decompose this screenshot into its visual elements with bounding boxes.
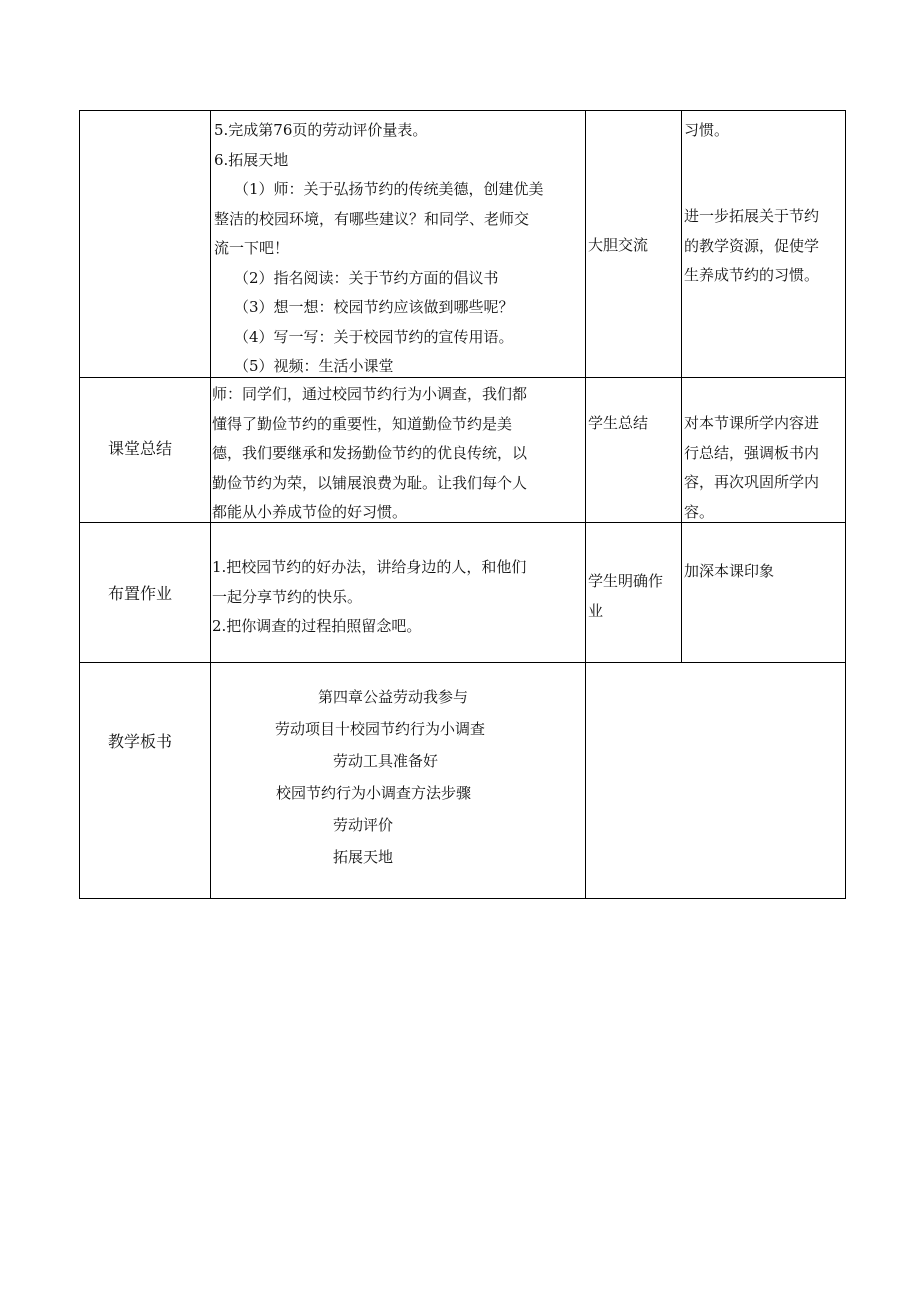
content-line: 2.把你调查的过程拍照留念吧。: [212, 617, 422, 635]
intent-line: 容。: [684, 502, 715, 521]
row3-intent: 加深本课印象: [684, 562, 775, 580]
table-border-top: [79, 110, 846, 111]
table-border-bottom: [79, 898, 846, 899]
activity-line: 业: [588, 601, 604, 620]
content-line: （2）指名阅读：关于节约方面的倡议书: [234, 268, 499, 287]
row1-content: [214, 116, 544, 382]
intent-line: 对本节课所学内容进: [684, 414, 820, 432]
content-line: 懂得了勤俭节约的重要性，知道勤俭节约是美: [212, 414, 513, 433]
row2-student-activity: 学生总结: [588, 414, 649, 432]
intent-line: 生养成节约的习惯。: [684, 266, 820, 284]
content-line: （5）视频：生活小课堂: [234, 357, 394, 375]
content-line: 一起分享节约的快乐。: [212, 587, 363, 606]
content-line: 1.把校园节约的好办法，讲给身边的人，和他们: [212, 558, 527, 576]
row2-intent: [684, 409, 819, 527]
intent-line: 的教学资源，促使学: [684, 236, 820, 255]
content-line: （4）写一写：关于校园节约的宣传用语。: [234, 327, 514, 346]
content-line: （3）想一想：校园节约应该做到哪些呢？: [234, 298, 514, 316]
table-border-left: [79, 110, 80, 899]
row3-content: [212, 553, 526, 642]
content-line: 勤俭节约为荣，以铺展浪费为耻。让我们每个人: [212, 473, 528, 492]
content-line: 6.拓展天地: [214, 150, 289, 169]
row3-student-activity: [588, 567, 663, 626]
board-line: 劳动评价: [333, 816, 394, 834]
intent-line: 容，再次巩固所学内: [684, 473, 820, 491]
table-border-right: [845, 110, 846, 899]
col-divider-2: [585, 110, 586, 899]
content-line: 师：同学们，通过校园节约行为小调查，我们都: [212, 385, 528, 403]
board-line: 劳动工具准备好: [333, 752, 439, 770]
row-divider-3: [79, 662, 846, 663]
board-line: 劳动项目十校园节约行为小调查: [275, 720, 486, 738]
row3-label: 布置作业: [108, 584, 173, 603]
board-line: 拓展天地: [333, 848, 394, 866]
content-line: 整洁的校园环境，有哪些建议？和同学、老师交: [214, 209, 530, 228]
col-divider-1: [210, 110, 211, 899]
content-line: 都能从小养成节俭的好习惯。: [212, 503, 408, 521]
row1-intent-top: 习惯。: [684, 121, 730, 139]
content-line: （1）师：关于弘扬节约的传统美德，创建优美: [234, 180, 544, 198]
intent-line: 进一步拓展关于节约: [684, 207, 820, 225]
col-divider-3: [681, 110, 682, 663]
row2-content: [212, 380, 527, 528]
content-line: 5.完成第76页的劳动评价量表。: [214, 121, 428, 139]
activity-line: 学生明确作: [588, 572, 664, 590]
board-line: 第四章公益劳动我参与: [318, 688, 469, 706]
content-line: 流一下吧！: [214, 239, 290, 257]
row1-intent: [684, 202, 819, 291]
row2-label: 课堂总结: [108, 439, 173, 458]
content-line: 德，我们要继承和发扬勤俭节约的优良传统，以: [212, 444, 528, 462]
row1-student-activity: 大胆交流: [588, 236, 649, 254]
intent-line: 行总结，强调板书内: [684, 443, 820, 462]
row4-label: 教学板书: [108, 732, 173, 751]
board-line: 校园节约行为小调查方法步骤: [276, 784, 472, 802]
